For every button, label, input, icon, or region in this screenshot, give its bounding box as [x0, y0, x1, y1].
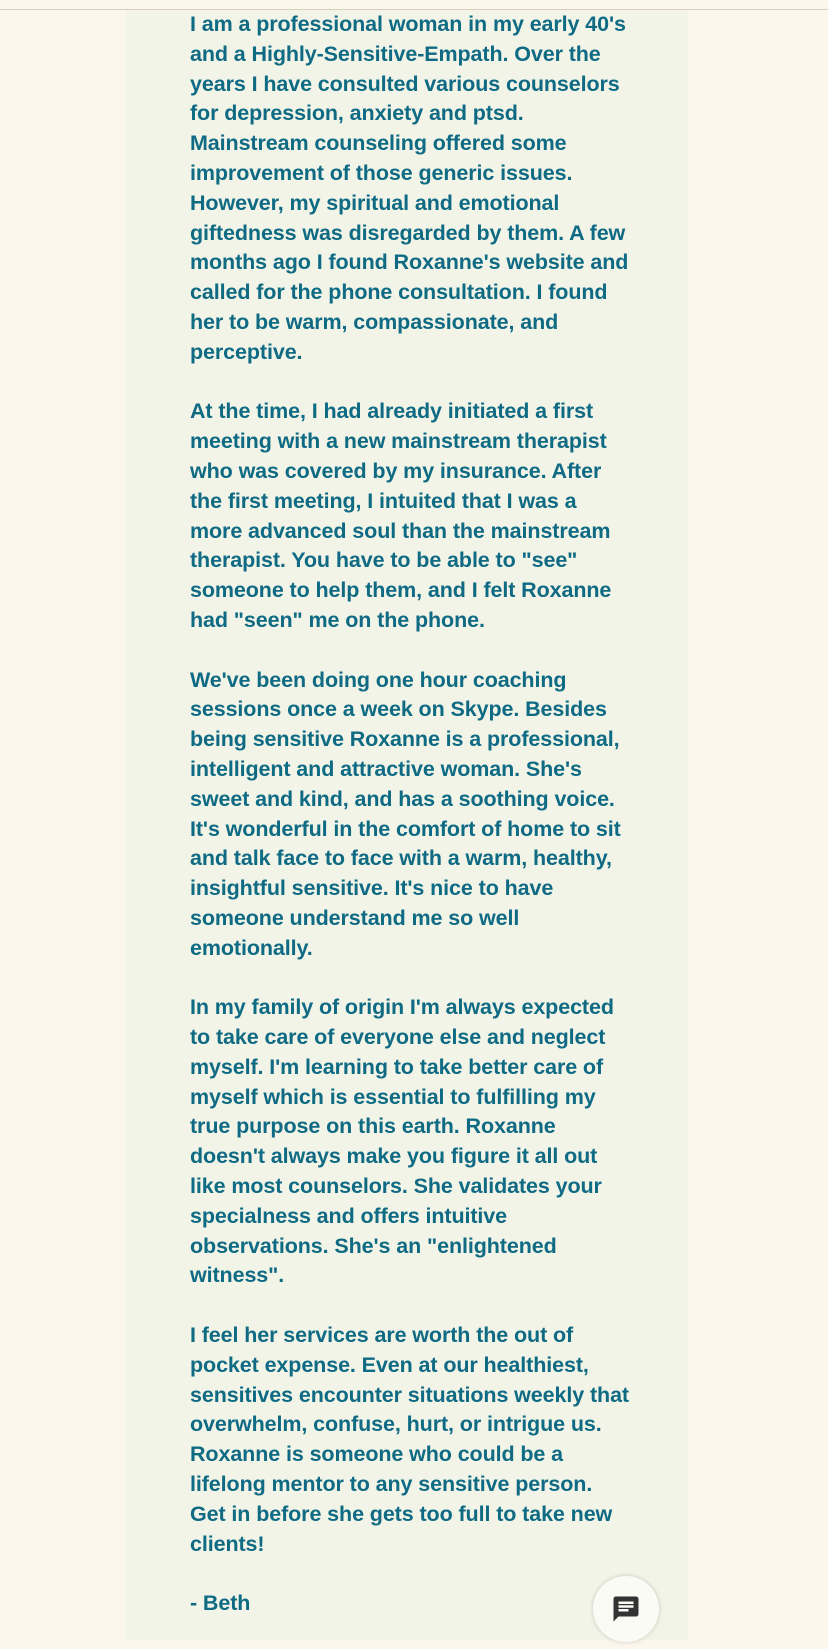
testimonial-signature: - Beth	[190, 1591, 251, 1616]
testimonial-paragraph: At the time, I had already initiated a first meeting with a new mainstream therapist who was covered by my insurance. After the first meeting, I intuited that I was a more advanced soul than the mainstream therapist. You have to be able to "see" someone to help them, and I felt Roxanne had "seen" me on the phone.	[190, 399, 612, 632]
chat-button[interactable]	[593, 1576, 659, 1642]
chat-bubble-icon	[611, 1594, 641, 1624]
testimonial-paragraph: I am a professional woman in my early 40's and a Highly-Sensitive-Empath. Over the years I have consulted various counselors for depression, anxiety and ptsd. Mainstream counseling offered some improvement of those generic issues. However, my spiritual and emotional giftedness was disregarded by them. A few months ago I found Roxanne's website and called for the phone consultation. I found her to be warm, compassionate, and perceptive.	[190, 12, 629, 364]
testimonial-paragraph: In my family of origin I'm always expected to take care of everyone else and neglect myself. I'm learning to take better care of myself which is essential to fulfilling my true purpose on this earth. Roxanne doesn't always make you figure it all out like most counselors. She validates your specialness and offers intuitive observations. She's an "enlightened witness".	[190, 995, 614, 1288]
testimonial-text	[190, 10, 630, 1649]
testimonial-paragraph: We've been doing one hour coaching sessions once a week on Skype. Besides being sensitive Roxanne is a professional, intelligent and attractive woman. She's sweet and kind, and has a soothing voice. It's wonderful in the comfort of home to sit and talk face to face with a warm, healthy, insightful sensitive. It's nice to have someone understand me so well emotionally.	[190, 667, 621, 960]
testimonial-paragraph: I feel her services are worth the out of pocket expense. Even at our healthiest, sensitives encounter situations weekly that overwhelm, confuse, hurt, or intrigue us. Roxanne is someone who could be a lifelong mentor to any sensitive person. Get in before she gets too full to take new clients!	[190, 1323, 629, 1556]
